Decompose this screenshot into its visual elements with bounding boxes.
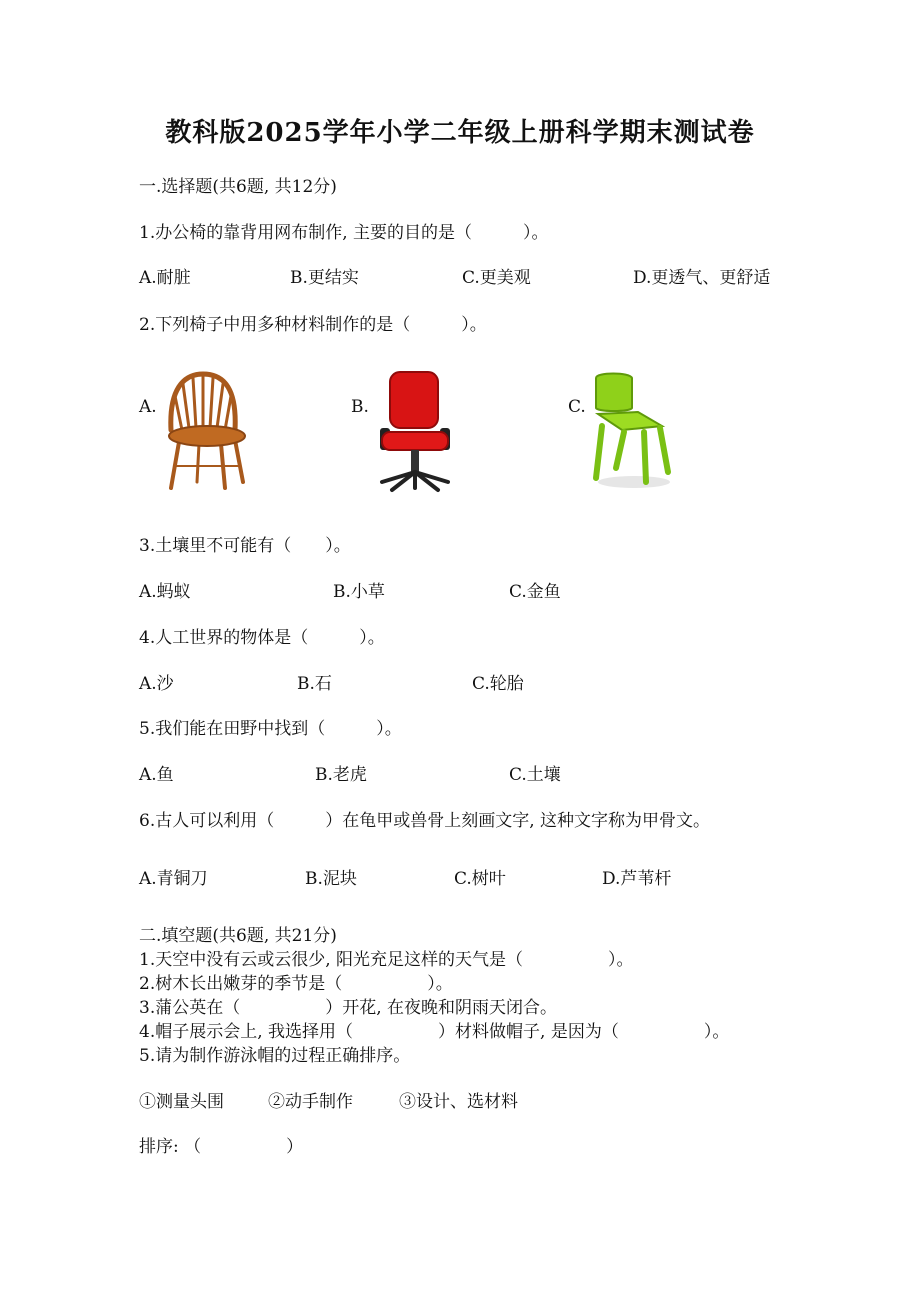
order-answer-line: 排序: （ ）: [139, 1137, 304, 1157]
step-3: ③设计、选材料: [399, 1092, 518, 1112]
fill-item-5: 5.请为制作游泳帽的过程正确排序。: [139, 1046, 411, 1066]
section2-heading: 二.填空题(共6题, 共21分): [139, 926, 337, 946]
section1-heading: 一.选择题(共6题, 共12分): [139, 177, 337, 197]
q4-stem: 4.人工世界的物体是（ ）。: [139, 628, 385, 648]
q6-option-d: D.芦苇杆: [602, 869, 672, 889]
q6-option-b: B.泥块: [305, 869, 357, 889]
q3-option-c: C.金鱼: [509, 582, 561, 602]
fill-item-2: 2.树木长出嫩芽的季节是（ ）。: [139, 974, 453, 994]
fill-item-1: 1.天空中没有云或云很少, 阳光充足这样的天气是（ ）。: [139, 950, 634, 970]
q1-stem: 1.办公椅的靠背用网布制作, 主要的目的是（ ）。: [139, 223, 549, 243]
q2-stem: 2.下列椅子中用多种材料制作的是（ ）。: [139, 315, 487, 335]
q6-stem: 6.古人可以利用（ ）在龟甲或兽骨上刻画文字, 这种文字称为甲骨文。: [139, 811, 711, 831]
q2-option-b: B.: [351, 397, 369, 417]
fill-item-3: 3.蒲公英在（ ）开花, 在夜晚和阴雨天闭合。: [139, 998, 558, 1018]
q4-option-b: B.石: [297, 674, 332, 694]
fill-item-4: 4.帽子展示会上, 我选择用（ ）材料做帽子, 是因为（ ）。: [139, 1022, 730, 1042]
q1-option-d: D.更透气、更舒适: [633, 268, 771, 288]
page-title: 教科版2025学年小学二年级上册科学期末测试卷: [165, 118, 755, 148]
q3-option-a: A.蚂蚁: [139, 582, 191, 602]
q5-option-b: B.老虎: [315, 765, 367, 785]
q5-stem: 5.我们能在田野中找到（ ）。: [139, 719, 402, 739]
q2-option-a: A.: [139, 397, 157, 417]
green-plastic-chair-image: [586, 370, 674, 490]
q5-option-a: A.鱼: [139, 765, 174, 785]
step-2: ②动手制作: [268, 1092, 353, 1112]
q4-option-a: A.沙: [139, 674, 174, 694]
q2-option-c: C.: [568, 397, 586, 417]
q5-option-c: C.土壤: [509, 765, 561, 785]
q6-option-c: C.树叶: [454, 869, 506, 889]
step-1: ①测量头围: [139, 1092, 224, 1112]
red-office-chair-image: [374, 370, 456, 494]
q1-option-c: C.更美观: [462, 268, 531, 288]
q1-option-b: B.更结实: [290, 268, 359, 288]
q3-option-b: B.小草: [333, 582, 385, 602]
q6-option-a: A.青铜刀: [139, 869, 208, 889]
q1-option-a: A.耐脏: [139, 268, 191, 288]
wooden-chair-image: [163, 370, 251, 492]
q3-stem: 3.土壤里不可能有（ ）。: [139, 536, 351, 556]
q4-option-c: C.轮胎: [472, 674, 524, 694]
